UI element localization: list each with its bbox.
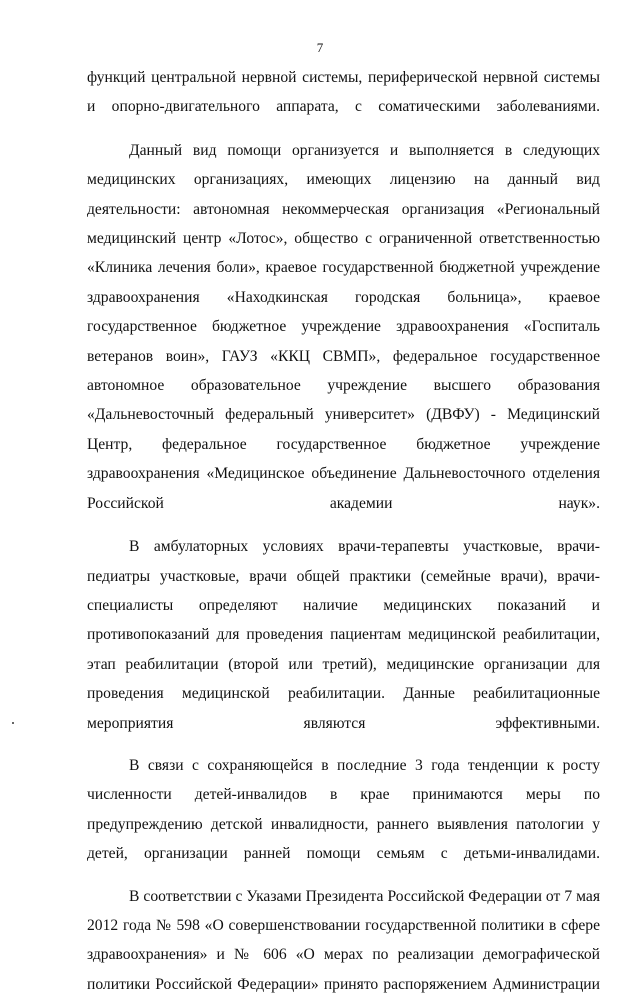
page-number: 7 — [316, 40, 324, 55]
document-body — [87, 63, 600, 999]
paragraph-medical-organizations: Данный вид помощи организуется и выполняется в следующих медицинских организациях, имеющих лицензию на данный вид деятельности: автономная некоммерческая организация «Региональный медицинский центр «Лотос», общество с ограниченной ответственностью «Клиника лечения боли», краевое государственной бюджетной учреждение здравоохранения «Находкинская городская больница», краевое государственное бюджетное учреждение здравоохранения «Госпиталь ветеранов воин», ГАУЗ «ККЦ СВМП», федеральное государственное автономное образовательное учреждение высшего образования «Дальневосточный федеральный университет» (ДВФУ) - Медицинский Центр, федеральное государственное бюджетное учреждение здравоохранения «Медицинское объединение Дальневосточного отделения Российской академии наук». — [87, 141, 600, 512]
scan-artifact-dot — [12, 722, 14, 724]
paragraph-child-disability: В связи с сохраняющейся в последние 3 года тенденции к росту численности детей-инвалидов в крае принимаются меры по предупреждению детской инвалидности, раннего выявления патологии у детей, организации ранней помощи семьям с детьми-инвалидами. — [87, 756, 600, 863]
paragraph-presidential-decrees: В соответствии с Указами Президента Российской Федерации от 7 мая 2012 года № 598 «О совершенствовании государственной политики в сфере здравоохранения» и № 606 «О мерах по реализации демографической политики Российской Федерации» принято распоряжением Администрации — [87, 887, 600, 993]
paragraph-continuation: функций центральной нервной системы, периферической нервной системы и опорно-двигательного аппарата, с соматическими заболеваниями. — [87, 69, 600, 116]
paragraph-outpatient-rehabilitation: В амбулаторных условиях врачи-терапевты участковые, врачи-педиатры участковые, врачи общей практики (семейные врачи), врачи-специалисты определяют наличие медицинских показаний и противопоказаний для проведения пациентам медицинской реабилитации, этап реабилитации (второй или третий), медицинские организации для проведения медицинской реабилитации. Данные реабилитационные мероприятия являются эффективными. — [87, 538, 600, 732]
